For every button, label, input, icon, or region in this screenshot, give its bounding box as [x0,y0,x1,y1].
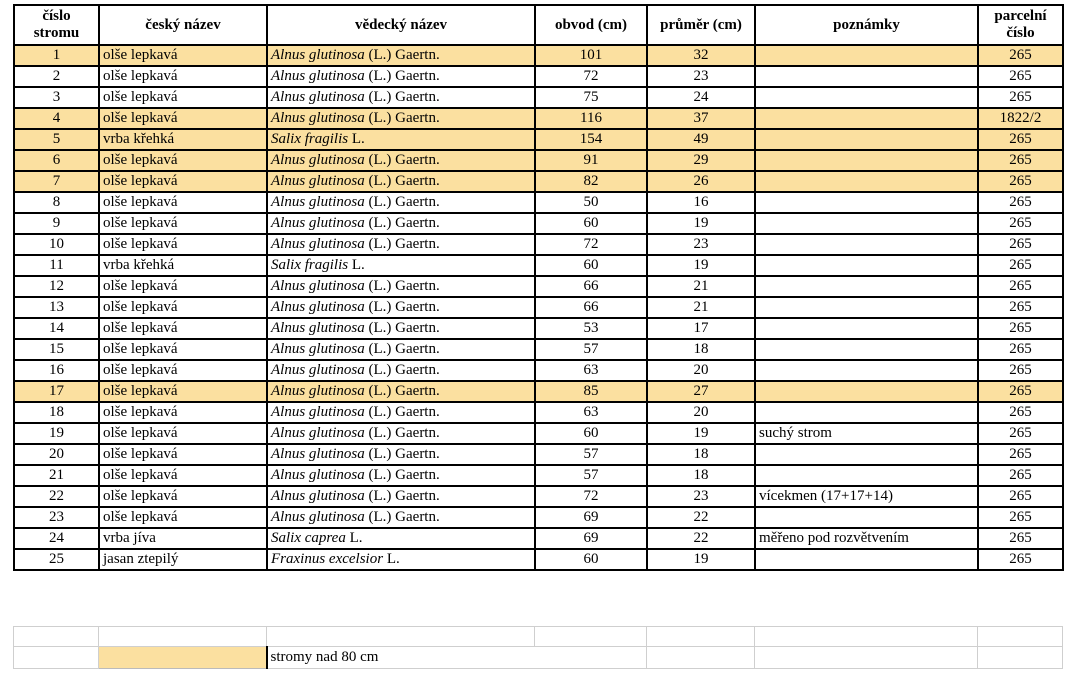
cell-vedecky [267,213,535,234]
legend-table [13,626,1063,669]
species-author: (L.) Gaertn. [364,89,440,105]
cell-vedecky [267,339,535,360]
cell-prumer: 21 [647,276,755,297]
species-name: Alnus glutinosa [271,425,365,441]
cell-obvod: 101 [535,45,647,66]
cell-cesky: olše lepkavá [99,507,267,528]
cell-prumer: 19 [647,549,755,570]
cell-poznamky [755,150,978,171]
cell-parcela: 265 [978,150,1063,171]
species-author: (L.) Gaertn. [364,362,440,378]
cell-parcela: 265 [978,465,1063,486]
cell-cislo: 25 [14,549,99,570]
species-name: Alnus glutinosa [271,236,365,252]
species-name: Alnus glutinosa [271,47,365,63]
header-obvod: obvod (cm) [535,5,647,45]
cell-vedecky [267,45,535,66]
cell-parcela: 265 [978,87,1063,108]
table-row [14,108,1063,129]
cell-prumer: 23 [647,234,755,255]
cell-cislo: 11 [14,255,99,276]
cell-vedecky [267,486,535,507]
cell-cesky: olše lepkavá [99,150,267,171]
cell-cesky: olše lepkavá [99,402,267,423]
cell-vedecky [267,444,535,465]
table-row [14,255,1063,276]
cell-prumer: 32 [647,45,755,66]
cell-cesky: jasan ztepilý [99,549,267,570]
table-row [14,129,1063,150]
cell-parcela: 265 [978,255,1063,276]
cell-poznamky [755,66,978,87]
cell-cislo: 24 [14,528,99,549]
cell-cesky: olše lepkavá [99,276,267,297]
species-author: (L.) Gaertn. [364,509,440,525]
cell-cislo: 15 [14,339,99,360]
cell-vedecky [267,297,535,318]
cell-parcela: 265 [978,486,1063,507]
cell-parcela: 265 [978,507,1063,528]
cell-obvod: 72 [535,234,647,255]
cell-prumer: 22 [647,528,755,549]
cell-obvod: 63 [535,402,647,423]
cell-cislo: 12 [14,276,99,297]
cell-cislo: 7 [14,171,99,192]
species-author: (L.) Gaertn. [364,341,440,357]
cell-poznamky [755,339,978,360]
species-name: Alnus glutinosa [271,320,365,336]
cell-vedecky [267,276,535,297]
table-row [14,381,1063,402]
cell-prumer: 19 [647,255,755,276]
cell-obvod: 57 [535,444,647,465]
cell-parcela: 265 [978,423,1063,444]
cell-cesky: olše lepkavá [99,213,267,234]
cell-prumer: 19 [647,423,755,444]
cell-cesky: vrba jíva [99,528,267,549]
cell-poznamky [755,45,978,66]
species-name: Alnus glutinosa [271,152,365,168]
cell-cesky: olše lepkavá [99,108,267,129]
species-author: (L.) Gaertn. [364,383,440,399]
cell-obvod: 50 [535,192,647,213]
species-name: Alnus glutinosa [271,404,365,420]
table-row [14,66,1063,87]
species-name: Alnus glutinosa [271,467,365,483]
legend-swatch [99,647,267,669]
cell-cislo: 5 [14,129,99,150]
cell-cislo: 3 [14,87,99,108]
cell-prumer: 22 [647,507,755,528]
species-author: (L.) Gaertn. [364,110,440,126]
species-name: Salix fragilis [271,257,349,273]
cell-obvod: 72 [535,66,647,87]
cell-cislo: 9 [14,213,99,234]
table-row [14,486,1063,507]
cell-poznamky: vícekmen (17+17+14) [755,486,978,507]
cell-vedecky [267,66,535,87]
cell-cesky: olše lepkavá [99,339,267,360]
species-name: Alnus glutinosa [271,362,365,378]
cell-cislo: 17 [14,381,99,402]
cell-cislo: 6 [14,150,99,171]
cell-obvod: 72 [535,486,647,507]
header-cesky: český název [99,5,267,45]
cell-obvod: 57 [535,465,647,486]
species-name: Alnus glutinosa [271,194,365,210]
cell-parcela: 265 [978,402,1063,423]
table-row [14,402,1063,423]
table-row [14,339,1063,360]
species-author: (L.) Gaertn. [364,47,440,63]
species-author: (L.) Gaertn. [364,467,440,483]
cell-prumer: 20 [647,402,755,423]
cell-prumer: 21 [647,297,755,318]
cell-parcela: 265 [978,528,1063,549]
table-row [14,87,1063,108]
cell-prumer: 18 [647,339,755,360]
cell-cislo: 10 [14,234,99,255]
cell-obvod: 116 [535,108,647,129]
species-author: L. [383,551,400,567]
cell-vedecky [267,423,535,444]
cell-cislo: 21 [14,465,99,486]
header-row [14,5,1063,45]
cell-vedecky [267,465,535,486]
header-poznamky: poznámky [755,5,978,45]
cell-poznamky [755,213,978,234]
cell-parcela: 265 [978,549,1063,570]
cell-poznamky [755,234,978,255]
cell-cesky: olše lepkavá [99,486,267,507]
cell-parcela: 1822/2 [978,108,1063,129]
cell-obvod: 85 [535,381,647,402]
cell-cesky: olše lepkavá [99,234,267,255]
cell-vedecky [267,360,535,381]
cell-poznamky [755,318,978,339]
species-name: Alnus glutinosa [271,215,365,231]
header-prumer: průměr (cm) [647,5,755,45]
cell-obvod: 66 [535,297,647,318]
cell-cesky: vrba křehká [99,255,267,276]
species-author: (L.) Gaertn. [364,320,440,336]
cell-cesky: olše lepkavá [99,171,267,192]
species-name: Alnus glutinosa [271,341,365,357]
cell-vedecky [267,150,535,171]
cell-prumer: 23 [647,486,755,507]
cell-prumer: 37 [647,108,755,129]
cell-vedecky [267,381,535,402]
cell-parcela: 265 [978,444,1063,465]
cell-parcela: 265 [978,339,1063,360]
legend-row [14,647,1063,669]
cell-parcela: 265 [978,297,1063,318]
species-author: L. [348,257,365,273]
table-row [14,549,1063,570]
cell-prumer: 24 [647,87,755,108]
table-row [14,297,1063,318]
cell-vedecky [267,108,535,129]
species-name: Alnus glutinosa [271,68,365,84]
cell-obvod: 82 [535,171,647,192]
species-author: (L.) Gaertn. [364,194,440,210]
cell-vedecky [267,528,535,549]
legend-label: stromy nad 80 cm [267,647,647,669]
cell-cislo: 1 [14,45,99,66]
cell-cislo: 2 [14,66,99,87]
cell-poznamky [755,87,978,108]
cell-poznamky [755,108,978,129]
cell-poznamky [755,129,978,150]
cell-poznamky [755,549,978,570]
species-name: Alnus glutinosa [271,383,365,399]
cell-parcela: 265 [978,129,1063,150]
table-row [14,465,1063,486]
cell-poznamky [755,276,978,297]
cell-cesky: olše lepkavá [99,423,267,444]
cell-cislo: 19 [14,423,99,444]
cell-cislo: 20 [14,444,99,465]
species-name: Alnus glutinosa [271,446,365,462]
cell-prumer: 16 [647,192,755,213]
cell-obvod: 75 [535,87,647,108]
cell-parcela: 265 [978,45,1063,66]
species-name: Salix fragilis [271,131,349,147]
cell-cesky: olše lepkavá [99,360,267,381]
cell-vedecky [267,507,535,528]
cell-vedecky [267,234,535,255]
cell-obvod: 60 [535,213,647,234]
cell-vedecky [267,255,535,276]
cell-obvod: 60 [535,549,647,570]
species-author: (L.) Gaertn. [364,173,440,189]
species-name: Salix caprea [271,530,346,546]
cell-parcela: 265 [978,213,1063,234]
species-name: Alnus glutinosa [271,488,365,504]
cell-vedecky [267,192,535,213]
cell-vedecky [267,87,535,108]
cell-poznamky: měřeno pod rozvětvením [755,528,978,549]
cell-parcela: 265 [978,66,1063,87]
cell-cesky: olše lepkavá [99,318,267,339]
cell-obvod: 57 [535,339,647,360]
cell-prumer: 29 [647,150,755,171]
cell-cislo: 16 [14,360,99,381]
table-row [14,444,1063,465]
species-author: (L.) Gaertn. [364,299,440,315]
table-row [14,507,1063,528]
table-row [14,150,1063,171]
cell-poznamky [755,465,978,486]
cell-prumer: 23 [647,66,755,87]
species-name: Alnus glutinosa [271,89,365,105]
cell-parcela: 265 [978,234,1063,255]
cell-cislo: 18 [14,402,99,423]
species-name: Alnus glutinosa [271,278,365,294]
cell-parcela: 265 [978,381,1063,402]
species-name: Alnus glutinosa [271,509,365,525]
cell-poznamky [755,360,978,381]
table-row [14,45,1063,66]
cell-parcela: 265 [978,318,1063,339]
species-author: (L.) Gaertn. [364,404,440,420]
species-name: Alnus glutinosa [271,110,365,126]
header-parcela: parcelní číslo [978,5,1063,45]
cell-prumer: 17 [647,318,755,339]
cell-cislo: 14 [14,318,99,339]
table-row [14,423,1063,444]
species-name: Fraxinus excelsior [271,551,384,567]
cell-poznamky: suchý strom [755,423,978,444]
cell-vedecky [267,171,535,192]
table-row [14,318,1063,339]
table-row [14,171,1063,192]
cell-poznamky [755,171,978,192]
header-cislo: číslo stromu [14,5,99,45]
cell-poznamky [755,255,978,276]
cell-cesky: olše lepkavá [99,87,267,108]
cell-poznamky [755,381,978,402]
cell-cislo: 4 [14,108,99,129]
cell-poznamky [755,192,978,213]
cell-prumer: 18 [647,465,755,486]
cell-prumer: 19 [647,213,755,234]
cell-parcela: 265 [978,276,1063,297]
tree-table [13,4,1064,571]
species-author: (L.) Gaertn. [364,446,440,462]
cell-poznamky [755,402,978,423]
cell-vedecky [267,402,535,423]
cell-cislo: 23 [14,507,99,528]
cell-poznamky [755,444,978,465]
cell-vedecky [267,129,535,150]
species-author: L. [348,131,365,147]
species-author: (L.) Gaertn. [364,215,440,231]
cell-vedecky [267,549,535,570]
cell-poznamky [755,507,978,528]
header-vedecky: vědecký název [267,5,535,45]
cell-prumer: 49 [647,129,755,150]
cell-prumer: 18 [647,444,755,465]
spacer-row [14,627,1063,647]
cell-obvod: 69 [535,507,647,528]
cell-cesky: olše lepkavá [99,45,267,66]
cell-cesky: olše lepkavá [99,465,267,486]
cell-cislo: 8 [14,192,99,213]
species-name: Alnus glutinosa [271,299,365,315]
cell-cesky: olše lepkavá [99,381,267,402]
table-row [14,213,1063,234]
cell-prumer: 26 [647,171,755,192]
cell-obvod: 66 [535,276,647,297]
cell-poznamky [755,297,978,318]
cell-cislo: 13 [14,297,99,318]
cell-parcela: 265 [978,171,1063,192]
cell-cesky: olše lepkavá [99,192,267,213]
cell-obvod: 63 [535,360,647,381]
cell-obvod: 60 [535,423,647,444]
species-author: (L.) Gaertn. [364,425,440,441]
cell-obvod: 69 [535,528,647,549]
species-author: (L.) Gaertn. [364,152,440,168]
cell-parcela: 265 [978,192,1063,213]
table-row [14,234,1063,255]
table-row [14,192,1063,213]
species-author: (L.) Gaertn. [364,278,440,294]
cell-prumer: 27 [647,381,755,402]
cell-cesky: olše lepkavá [99,444,267,465]
cell-obvod: 154 [535,129,647,150]
species-author: (L.) Gaertn. [364,68,440,84]
cell-prumer: 20 [647,360,755,381]
species-name: Alnus glutinosa [271,173,365,189]
cell-obvod: 53 [535,318,647,339]
cell-obvod: 60 [535,255,647,276]
species-author: L. [345,530,363,546]
species-author: (L.) Gaertn. [364,236,440,252]
table-row [14,276,1063,297]
cell-cesky: olše lepkavá [99,66,267,87]
table-row [14,360,1063,381]
cell-cesky: olše lepkavá [99,297,267,318]
cell-obvod: 91 [535,150,647,171]
table-row [14,528,1063,549]
cell-parcela: 265 [978,360,1063,381]
cell-cesky: vrba křehká [99,129,267,150]
cell-cislo: 22 [14,486,99,507]
cell-vedecky [267,318,535,339]
species-author: (L.) Gaertn. [364,488,440,504]
